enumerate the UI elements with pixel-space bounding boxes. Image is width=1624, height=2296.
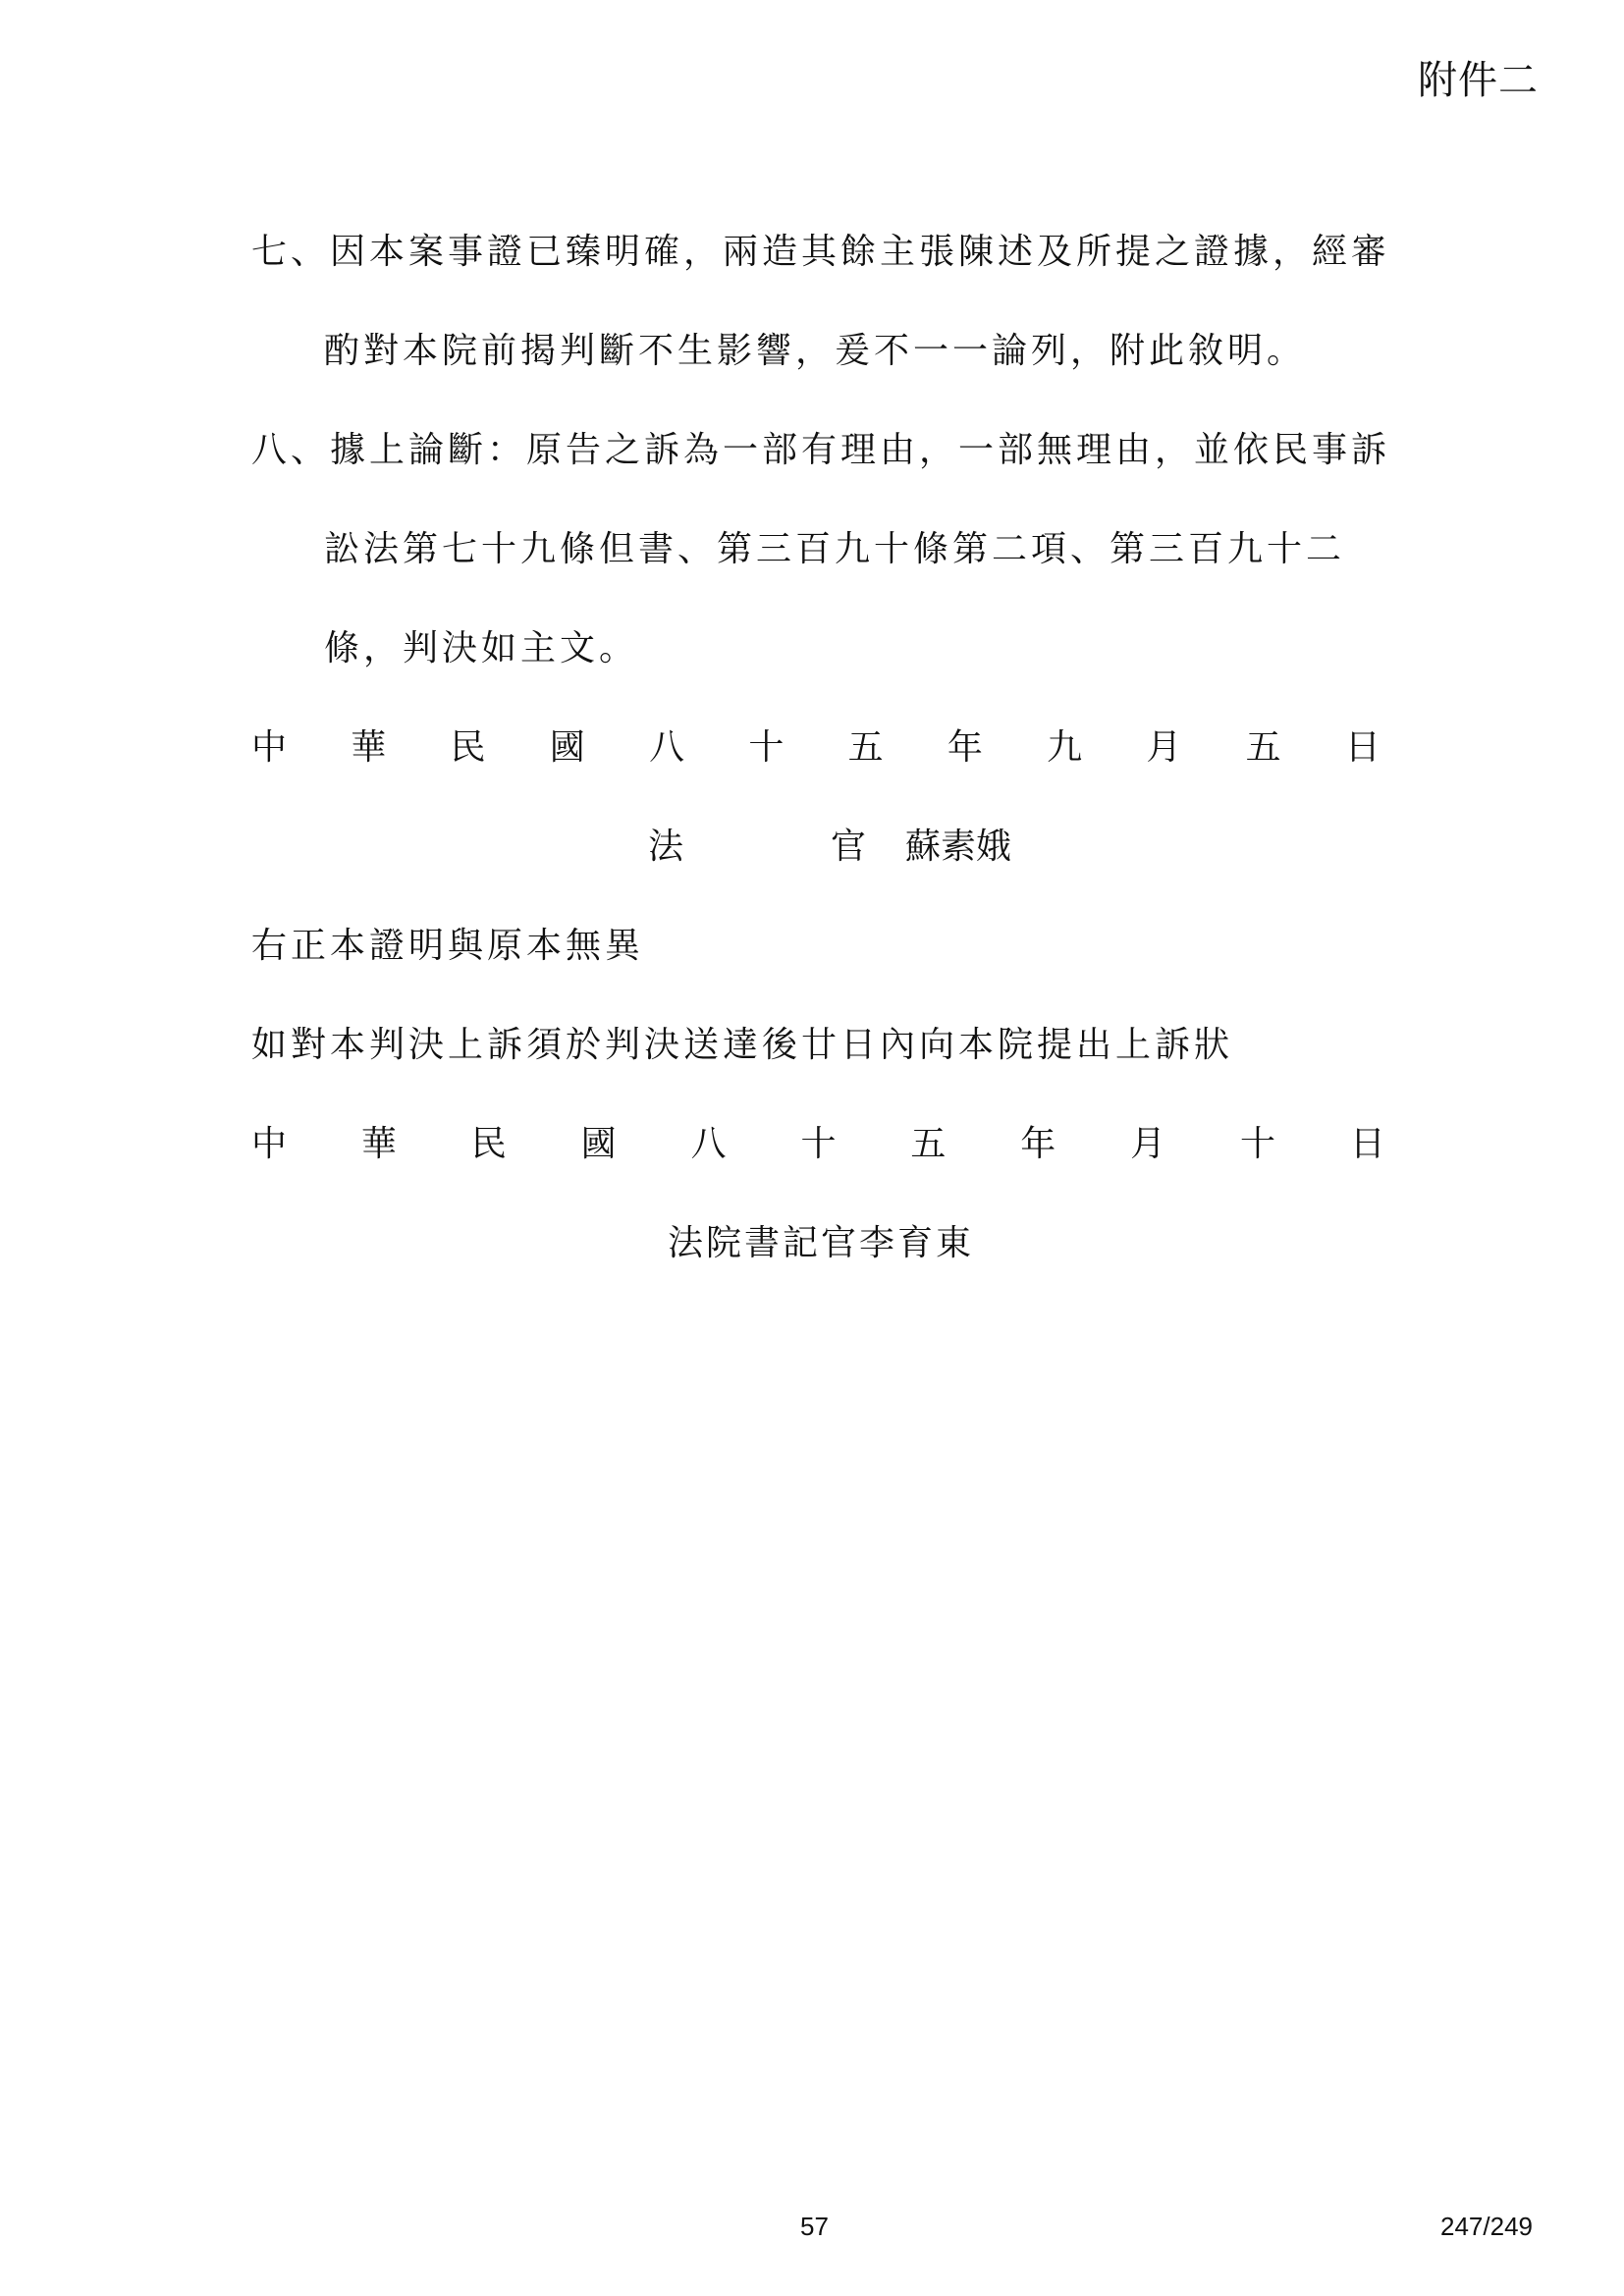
judge-title-2: 官 <box>831 827 867 867</box>
date-char: 國 <box>549 727 585 768</box>
paragraph-8-line-2: 訟法第七十九條但書、第三百九十條第二項、第三百九十二 <box>324 529 1346 569</box>
date-char: 華 <box>360 1124 397 1164</box>
paragraph-7-line-1: 七、因本案事證已臻明確，兩造其餘主張陳述及所提之證據，經審 <box>251 232 1391 272</box>
paragraph-7-line-2: 酌對本院前揭判斷不生影響，爰不一一論列，附此敘明。 <box>324 331 1307 371</box>
date-char: 民 <box>450 727 486 768</box>
judge-name: 蘇素娥 <box>905 827 1012 867</box>
paragraph-8-line-1: 八、據上論斷：原告之訴為一部有理由，一部無理由，並依民事訴 <box>251 430 1391 470</box>
judgment-date <box>251 720 1380 770</box>
page-count: 247/249 <box>1440 2212 1533 2241</box>
date-char: 九 <box>1047 727 1083 768</box>
date-char: 民 <box>470 1124 507 1164</box>
date-char: 八 <box>690 1124 727 1164</box>
date-char: 月 <box>1130 1124 1166 1164</box>
date-char: 月 <box>1146 727 1182 768</box>
date-char: 八 <box>649 727 685 768</box>
date-char: 五 <box>1245 727 1281 768</box>
attachment-label: 附件二 <box>1418 58 1539 103</box>
date-char: 年 <box>947 727 983 768</box>
date-char: 國 <box>580 1124 617 1164</box>
date-char: 華 <box>351 727 387 768</box>
paragraph-8-line-3: 條，判決如主文。 <box>324 628 639 668</box>
certification-text: 右正本證明與原本無異 <box>251 926 645 966</box>
date-char: 十 <box>748 727 785 768</box>
date-char: 中 <box>251 727 288 768</box>
date-char: 五 <box>910 1124 947 1164</box>
judge-signature <box>648 819 1011 869</box>
date-char: 十 <box>800 1124 837 1164</box>
judge-title-1: 法 <box>648 827 684 867</box>
copy-date <box>251 1116 1385 1166</box>
date-char: 日 <box>1349 1124 1385 1164</box>
date-char: 五 <box>847 727 884 768</box>
page-number: 57 <box>800 2212 829 2241</box>
date-char: 十 <box>1240 1124 1276 1164</box>
date-char: 日 <box>1344 727 1380 768</box>
date-char: 中 <box>251 1124 288 1164</box>
date-char: 年 <box>1020 1124 1056 1164</box>
clerk-signature: 法院書記官李育東 <box>668 1223 975 1263</box>
appeal-notice: 如對本判決上訴須於判決送達後廿日內向本院提出上訴狀 <box>251 1025 1234 1065</box>
